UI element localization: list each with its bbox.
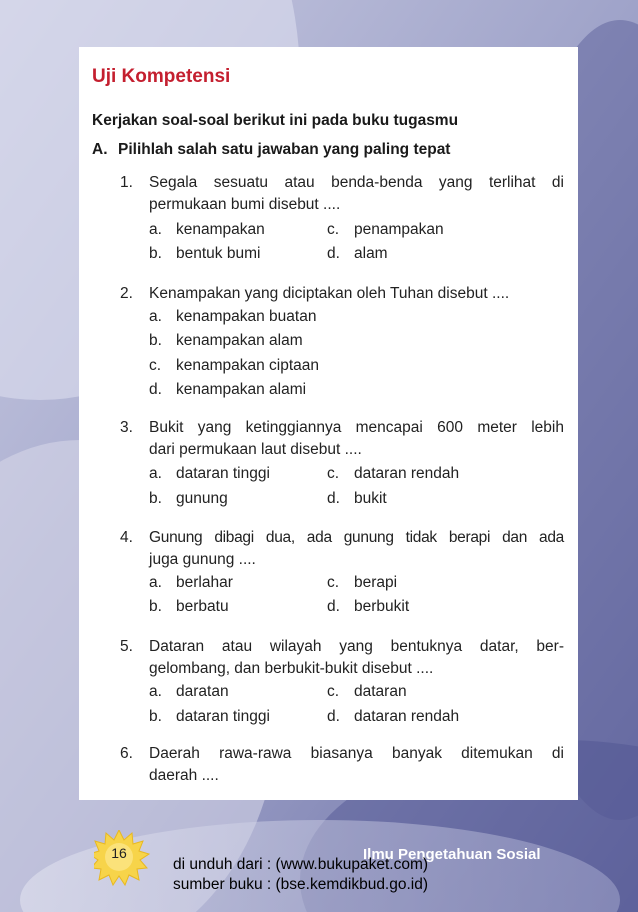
question-text-line: Segala sesuatu atau benda-benda yang terlihat di bbox=[149, 174, 564, 191]
question-number: 5. bbox=[120, 638, 133, 655]
question-text-line: dari permukaan laut disebut .... bbox=[149, 441, 362, 458]
question-text-line: juga gunung .... bbox=[149, 551, 256, 568]
option: c. dataran rendah bbox=[327, 465, 460, 482]
source-line-download: di unduh dari : (www.bukupaket.com) bbox=[173, 856, 429, 873]
option: d. alam bbox=[327, 245, 388, 262]
question-3 bbox=[120, 417, 564, 461]
question-text-line: gelombang, dan berbukit-bukit disebut .... bbox=[149, 660, 434, 677]
option: c. dataran bbox=[327, 683, 407, 700]
option: d. kenampakan alami bbox=[149, 381, 307, 398]
question-text-line: Gunung dibagi dua, ada gunung tidak berapi dan ada bbox=[149, 529, 564, 546]
question-text-line: Dataran atau wilayah yang bentuknya datar, ber- bbox=[149, 638, 564, 655]
option: b. dataran tinggi bbox=[149, 708, 270, 725]
option: c. penampakan bbox=[327, 221, 444, 238]
book-title: Ilmu Pengetahuan Sosial bbox=[363, 846, 541, 863]
question-4 bbox=[120, 527, 564, 571]
option: b. kenampakan alam bbox=[149, 332, 303, 349]
option: a. kenampakan bbox=[149, 221, 265, 238]
page-number: 16 bbox=[111, 845, 127, 861]
page-title: Uji Kompetensi bbox=[92, 66, 231, 87]
section-label: Pilihlah salah satu jawaban yang paling tepat bbox=[118, 141, 451, 158]
question-text-line: daerah .... bbox=[149, 767, 219, 784]
instruction-text: Kerjakan soal-soal berikut ini pada buku tugasmu bbox=[92, 112, 459, 129]
option: d. berbukit bbox=[327, 598, 410, 615]
option: a. dataran tinggi bbox=[149, 465, 270, 482]
question-number: 1. bbox=[120, 174, 133, 191]
option: d. dataran rendah bbox=[327, 708, 460, 725]
option: a. daratan bbox=[149, 683, 229, 700]
option: c. berapi bbox=[327, 574, 398, 591]
question-text-line: Bukit yang ketinggiannya mencapai 600 meter lebih bbox=[149, 419, 564, 436]
section-heading bbox=[92, 141, 450, 159]
option: d. bukit bbox=[327, 490, 387, 507]
question-number: 6. bbox=[120, 745, 133, 762]
question-number: 4. bbox=[120, 529, 133, 546]
option: a. berlahar bbox=[149, 574, 233, 591]
question-1 bbox=[120, 172, 564, 216]
question-number: 2. bbox=[120, 285, 133, 302]
question-6 bbox=[120, 743, 564, 787]
source-line-book: sumber buku : (bse.kemdikbud.go.id) bbox=[173, 876, 429, 893]
option: c. kenampakan ciptaan bbox=[149, 357, 320, 374]
option: b. gunung bbox=[149, 490, 228, 507]
question-text-line: permukaan bumi disebut .... bbox=[149, 196, 341, 213]
page-number-badge bbox=[94, 830, 154, 890]
question-2 bbox=[120, 283, 564, 305]
question-text-line: Daerah rawa-rawa biasanya banyak ditemukan di bbox=[149, 745, 564, 762]
option: a. kenampakan buatan bbox=[149, 308, 317, 325]
question-number: 3. bbox=[120, 419, 133, 436]
question-text-line: Kenampakan yang diciptakan oleh Tuhan disebut .... bbox=[149, 285, 510, 302]
question-5 bbox=[120, 636, 564, 680]
option: b. bentuk bumi bbox=[149, 245, 261, 262]
section-letter: A. bbox=[92, 141, 108, 158]
option: b. berbatu bbox=[149, 598, 229, 615]
